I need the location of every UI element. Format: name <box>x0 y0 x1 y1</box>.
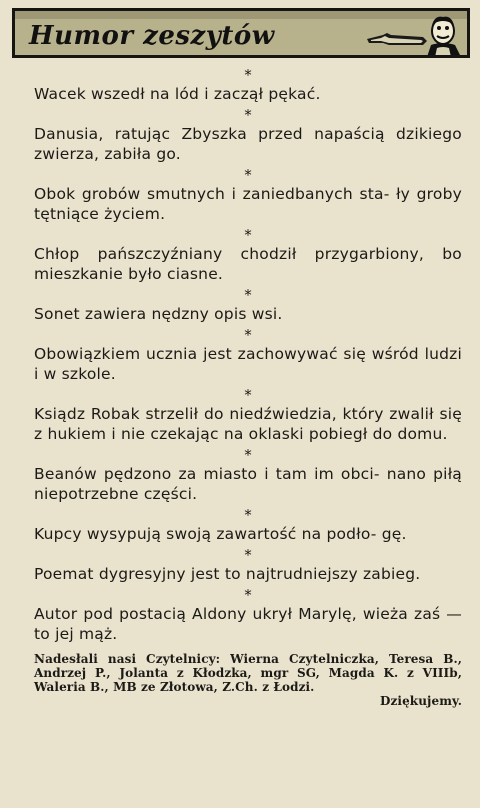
jokes-list <box>12 68 470 644</box>
credits-footer <box>12 652 470 708</box>
joke-item <box>34 68 462 104</box>
joke-text: Obowiązkiem ucznia jest zachowywać się wśród ludzi i w szkole. <box>34 345 462 383</box>
credits-text: Nadesłali nasi Czytelnicy: Wierna Czytelniczka, Teresa B., Andrzej P., Jolanta z Kłodzka, mgr SG, Magda K. z VIIIb, Waleria B., MB ze Złotowa, Z.Ch. z Łodzi. <box>34 652 462 694</box>
joke-text: Poemat dygresyjny jest to najtrudniejszy zabieg. <box>34 565 421 583</box>
joke-text: Kupcy wysypują swoją zawartość na podło- gę. <box>34 525 407 543</box>
star-separator: * <box>244 386 252 404</box>
joke-text: Chłop pańszczyźniany chodził przygarbiony, bo mieszkanie było ciasne. <box>34 245 462 283</box>
star-separator: * <box>244 66 252 84</box>
joke-item <box>34 548 462 584</box>
joke-item <box>34 508 462 544</box>
column-title: Humor zeszytów <box>29 21 275 51</box>
joke-item <box>34 588 462 644</box>
joke-item <box>34 228 462 284</box>
joke-text: Beanów pędzono za miasto i tam im obci- nano piłą niepotrzebne części. <box>34 465 462 503</box>
joke-text: Autor pod postacią Aldony ukrył Marylę, wieża zaś — to jej mąż. <box>34 605 462 643</box>
star-separator: * <box>244 226 252 244</box>
star-separator: * <box>244 326 252 344</box>
joke-text: Ksiądz Robak strzelił do niedźwiedzia, który zwalił się z hukiem i nie czekając na oklaski pobiegł do domu. <box>34 405 462 443</box>
pointing-figure-icon <box>365 13 465 57</box>
joke-item <box>34 168 462 224</box>
joke-text: Danusia, ratując Zbyszka przed napaścią dzikiego zwierza, zabiła go. <box>34 125 462 163</box>
thanks-text: Dziękujemy. <box>379 694 462 708</box>
joke-item <box>34 288 462 324</box>
star-separator: * <box>244 286 252 304</box>
joke-text: Obok grobów smutnych i zaniedbanych sta- ły groby tętniące życiem. <box>34 185 462 223</box>
star-separator: * <box>244 166 252 184</box>
joke-text: Sonet zawiera nędzny opis wsi. <box>34 305 283 323</box>
star-separator: * <box>244 446 252 464</box>
page <box>0 8 480 808</box>
joke-item <box>34 108 462 164</box>
column-header <box>12 8 470 58</box>
joke-item <box>34 448 462 504</box>
joke-item <box>34 328 462 384</box>
star-separator: * <box>244 546 252 564</box>
star-separator: * <box>244 506 252 524</box>
joke-item <box>34 388 462 444</box>
star-separator: * <box>244 586 252 604</box>
star-separator: * <box>244 106 252 124</box>
joke-text: Wacek wszedł na lód i zaczął pękać. <box>34 85 321 103</box>
